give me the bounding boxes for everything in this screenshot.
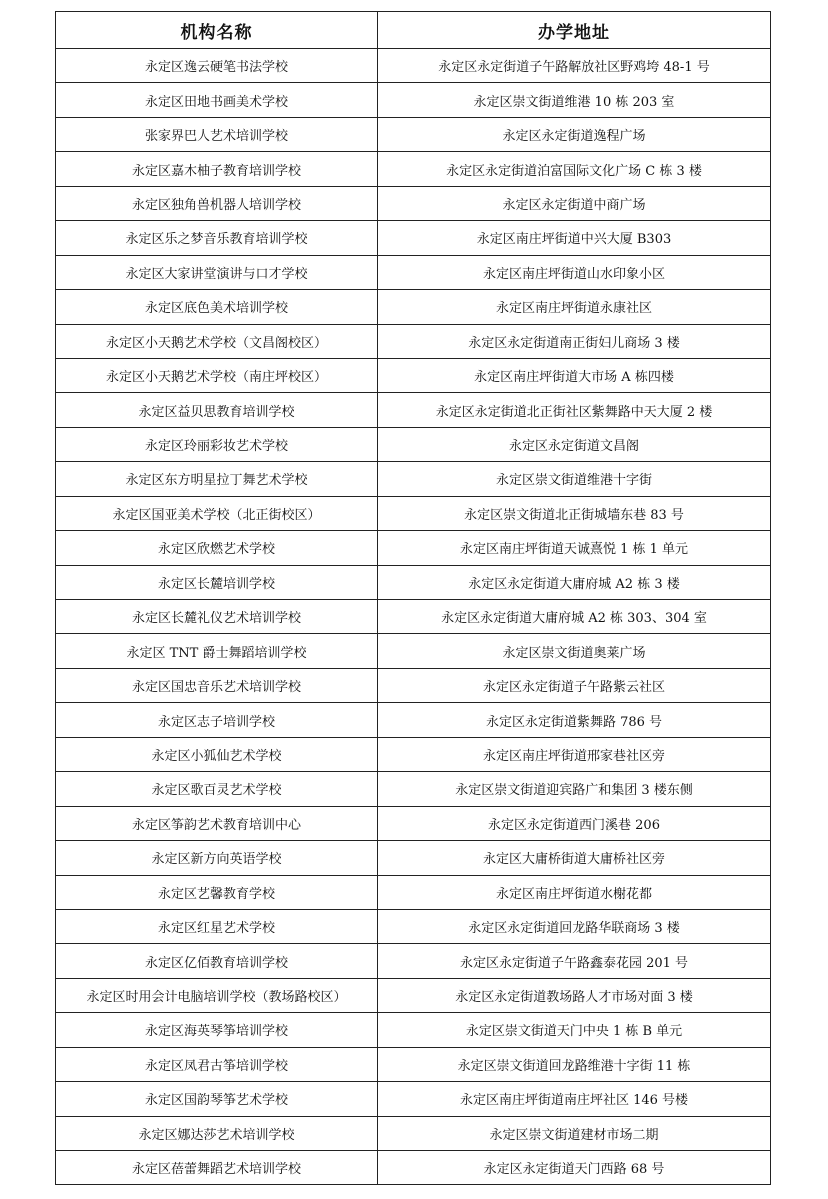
table-row [56,255,771,289]
institution-name-cell: 永定区亿佰教育培训学校 [56,944,378,978]
school-list-sheet [55,11,770,1185]
institution-name-cell: 永定区长麓礼仪艺术培训学校 [56,600,378,634]
address-cell: 永定区永定街道逸程广场 [378,117,771,151]
table-row [56,462,771,496]
table-row [56,703,771,737]
table-row [56,668,771,702]
school-table [55,11,771,1185]
institution-name-cell: 永定区嘉木柚子教育培训学校 [56,152,378,186]
address-cell: 永定区崇文街道奥莱广场 [378,634,771,668]
table-row [56,565,771,599]
institution-name-cell: 永定区志子培训学校 [56,703,378,737]
institution-name-cell: 永定区蓓蕾舞蹈艺术培训学校 [56,1151,378,1185]
table-row [56,772,771,806]
institution-name-cell: 永定区筝韵艺术教育培训中心 [56,806,378,840]
address-cell: 永定区永定街道教场路人才市场对面 3 楼 [378,978,771,1012]
address-cell: 永定区永定街道文昌阁 [378,427,771,461]
table-row [56,117,771,151]
address-cell: 永定区永定街道大庸府城 A2 栋 3 楼 [378,565,771,599]
table-row [56,358,771,392]
address-cell: 永定区崇文街道建材市场二期 [378,1116,771,1150]
institution-name-cell: 永定区小狐仙艺术学校 [56,737,378,771]
table-row [56,806,771,840]
table-row [56,49,771,83]
table-row [56,531,771,565]
institution-name-cell: 永定区益贝思教育培训学校 [56,393,378,427]
address-cell: 永定区永定街道子午路解放社区野鸡垮 48-1 号 [378,49,771,83]
table-row [56,393,771,427]
table-body [56,49,771,1185]
table-row [56,978,771,1012]
institution-name-cell: 永定区新方向英语学校 [56,841,378,875]
address-cell: 永定区大庸桥街道大庸桥社区旁 [378,841,771,875]
table-row [56,152,771,186]
institution-name-cell: 永定区凤君古筝培训学校 [56,1047,378,1081]
address-cell: 永定区南庄坪街道中兴大厦 B303 [378,221,771,255]
institution-name-cell: 永定区国韵琴筝艺术学校 [56,1082,378,1116]
institution-name-cell: 永定区逸云硬笔书法学校 [56,49,378,83]
institution-name-cell: 永定区海英琴筝培训学校 [56,1013,378,1047]
table-row [56,737,771,771]
address-cell: 永定区永定街道西门溪巷 206 [378,806,771,840]
address-cell: 永定区永定街道中商广场 [378,186,771,220]
institution-name-cell: 永定区国亚美术学校（北正街校区） [56,496,378,530]
address-cell: 永定区崇文街道维港 10 栋 203 室 [378,83,771,117]
institution-name-cell: 永定区玲丽彩妆艺术学校 [56,427,378,461]
table-row [56,841,771,875]
table-row [56,186,771,220]
address-cell: 永定区永定街道子午路鑫泰花园 201 号 [378,944,771,978]
table-row [56,1116,771,1150]
address-cell: 永定区崇文街道迎宾路广和集团 3 楼东侧 [378,772,771,806]
table-row [56,634,771,668]
address-cell: 永定区永定街道子午路紫云社区 [378,668,771,702]
table-row [56,1013,771,1047]
address-cell: 永定区南庄坪街道大市场 A 栋四楼 [378,358,771,392]
institution-name-cell: 永定区大家讲堂演讲与口才学校 [56,255,378,289]
institution-name-cell: 永定区红星艺术学校 [56,909,378,943]
header-address: 办学地址 [378,12,771,49]
table-row [56,221,771,255]
institution-name-cell: 永定区小天鹅艺术学校（文昌阁校区） [56,324,378,358]
address-cell: 永定区南庄坪街道南庄坪社区 146 号楼 [378,1082,771,1116]
address-cell: 永定区崇文街道天门中央 1 栋 B 单元 [378,1013,771,1047]
table-row [56,324,771,358]
institution-name-cell: 永定区国忠音乐艺术培训学校 [56,668,378,702]
institution-name-cell: 张家界巴人艺术培训学校 [56,117,378,151]
table-row [56,496,771,530]
institution-name-cell: 永定区时用会计电脑培训学校（教场路校区） [56,978,378,1012]
address-cell: 永定区南庄坪街道天诚熹悦 1 栋 1 单元 [378,531,771,565]
address-cell: 永定区崇文街道北正街城墙东巷 83 号 [378,496,771,530]
address-cell: 永定区南庄坪街道邢家巷社区旁 [378,737,771,771]
table-row [56,909,771,943]
table-row [56,1047,771,1081]
address-cell: 永定区永定街道回龙路华联商场 3 楼 [378,909,771,943]
institution-name-cell: 永定区乐之梦音乐教育培训学校 [56,221,378,255]
institution-name-cell: 永定区长麓培训学校 [56,565,378,599]
table-row [56,600,771,634]
address-cell: 永定区永定街道泊富国际文化广场 C 栋 3 楼 [378,152,771,186]
institution-name-cell: 永定区艺馨教育学校 [56,875,378,909]
table-row [56,1082,771,1116]
table-row [56,875,771,909]
table-row [56,1151,771,1185]
institution-name-cell: 永定区底色美术培训学校 [56,290,378,324]
table-row [56,427,771,461]
address-cell: 永定区崇文街道回龙路维港十字街 11 栋 [378,1047,771,1081]
table-header-row [56,12,771,49]
address-cell: 永定区永定街道北正街社区紫舞路中天大厦 2 楼 [378,393,771,427]
address-cell: 永定区永定街道紫舞路 786 号 [378,703,771,737]
table-row [56,944,771,978]
institution-name-cell: 永定区小天鹅艺术学校（南庄坪校区） [56,358,378,392]
address-cell: 永定区南庄坪街道水榭花都 [378,875,771,909]
address-cell: 永定区南庄坪街道永康社区 [378,290,771,324]
header-institution-name: 机构名称 [56,12,378,49]
institution-name-cell: 永定区独角兽机器人培训学校 [56,186,378,220]
table-row [56,290,771,324]
institution-name-cell: 永定区娜达莎艺术培训学校 [56,1116,378,1150]
address-cell: 永定区永定街道天门西路 68 号 [378,1151,771,1185]
institution-name-cell: 永定区 TNT 爵士舞蹈培训学校 [56,634,378,668]
institution-name-cell: 永定区歌百灵艺术学校 [56,772,378,806]
institution-name-cell: 永定区东方明星拉丁舞艺术学校 [56,462,378,496]
address-cell: 永定区崇文街道维港十字街 [378,462,771,496]
table-row [56,83,771,117]
institution-name-cell: 永定区田地书画美术学校 [56,83,378,117]
address-cell: 永定区永定街道南正街妇儿商场 3 楼 [378,324,771,358]
address-cell: 永定区南庄坪街道山水印象小区 [378,255,771,289]
institution-name-cell: 永定区欣燃艺术学校 [56,531,378,565]
address-cell: 永定区永定街道大庸府城 A2 栋 303、304 室 [378,600,771,634]
